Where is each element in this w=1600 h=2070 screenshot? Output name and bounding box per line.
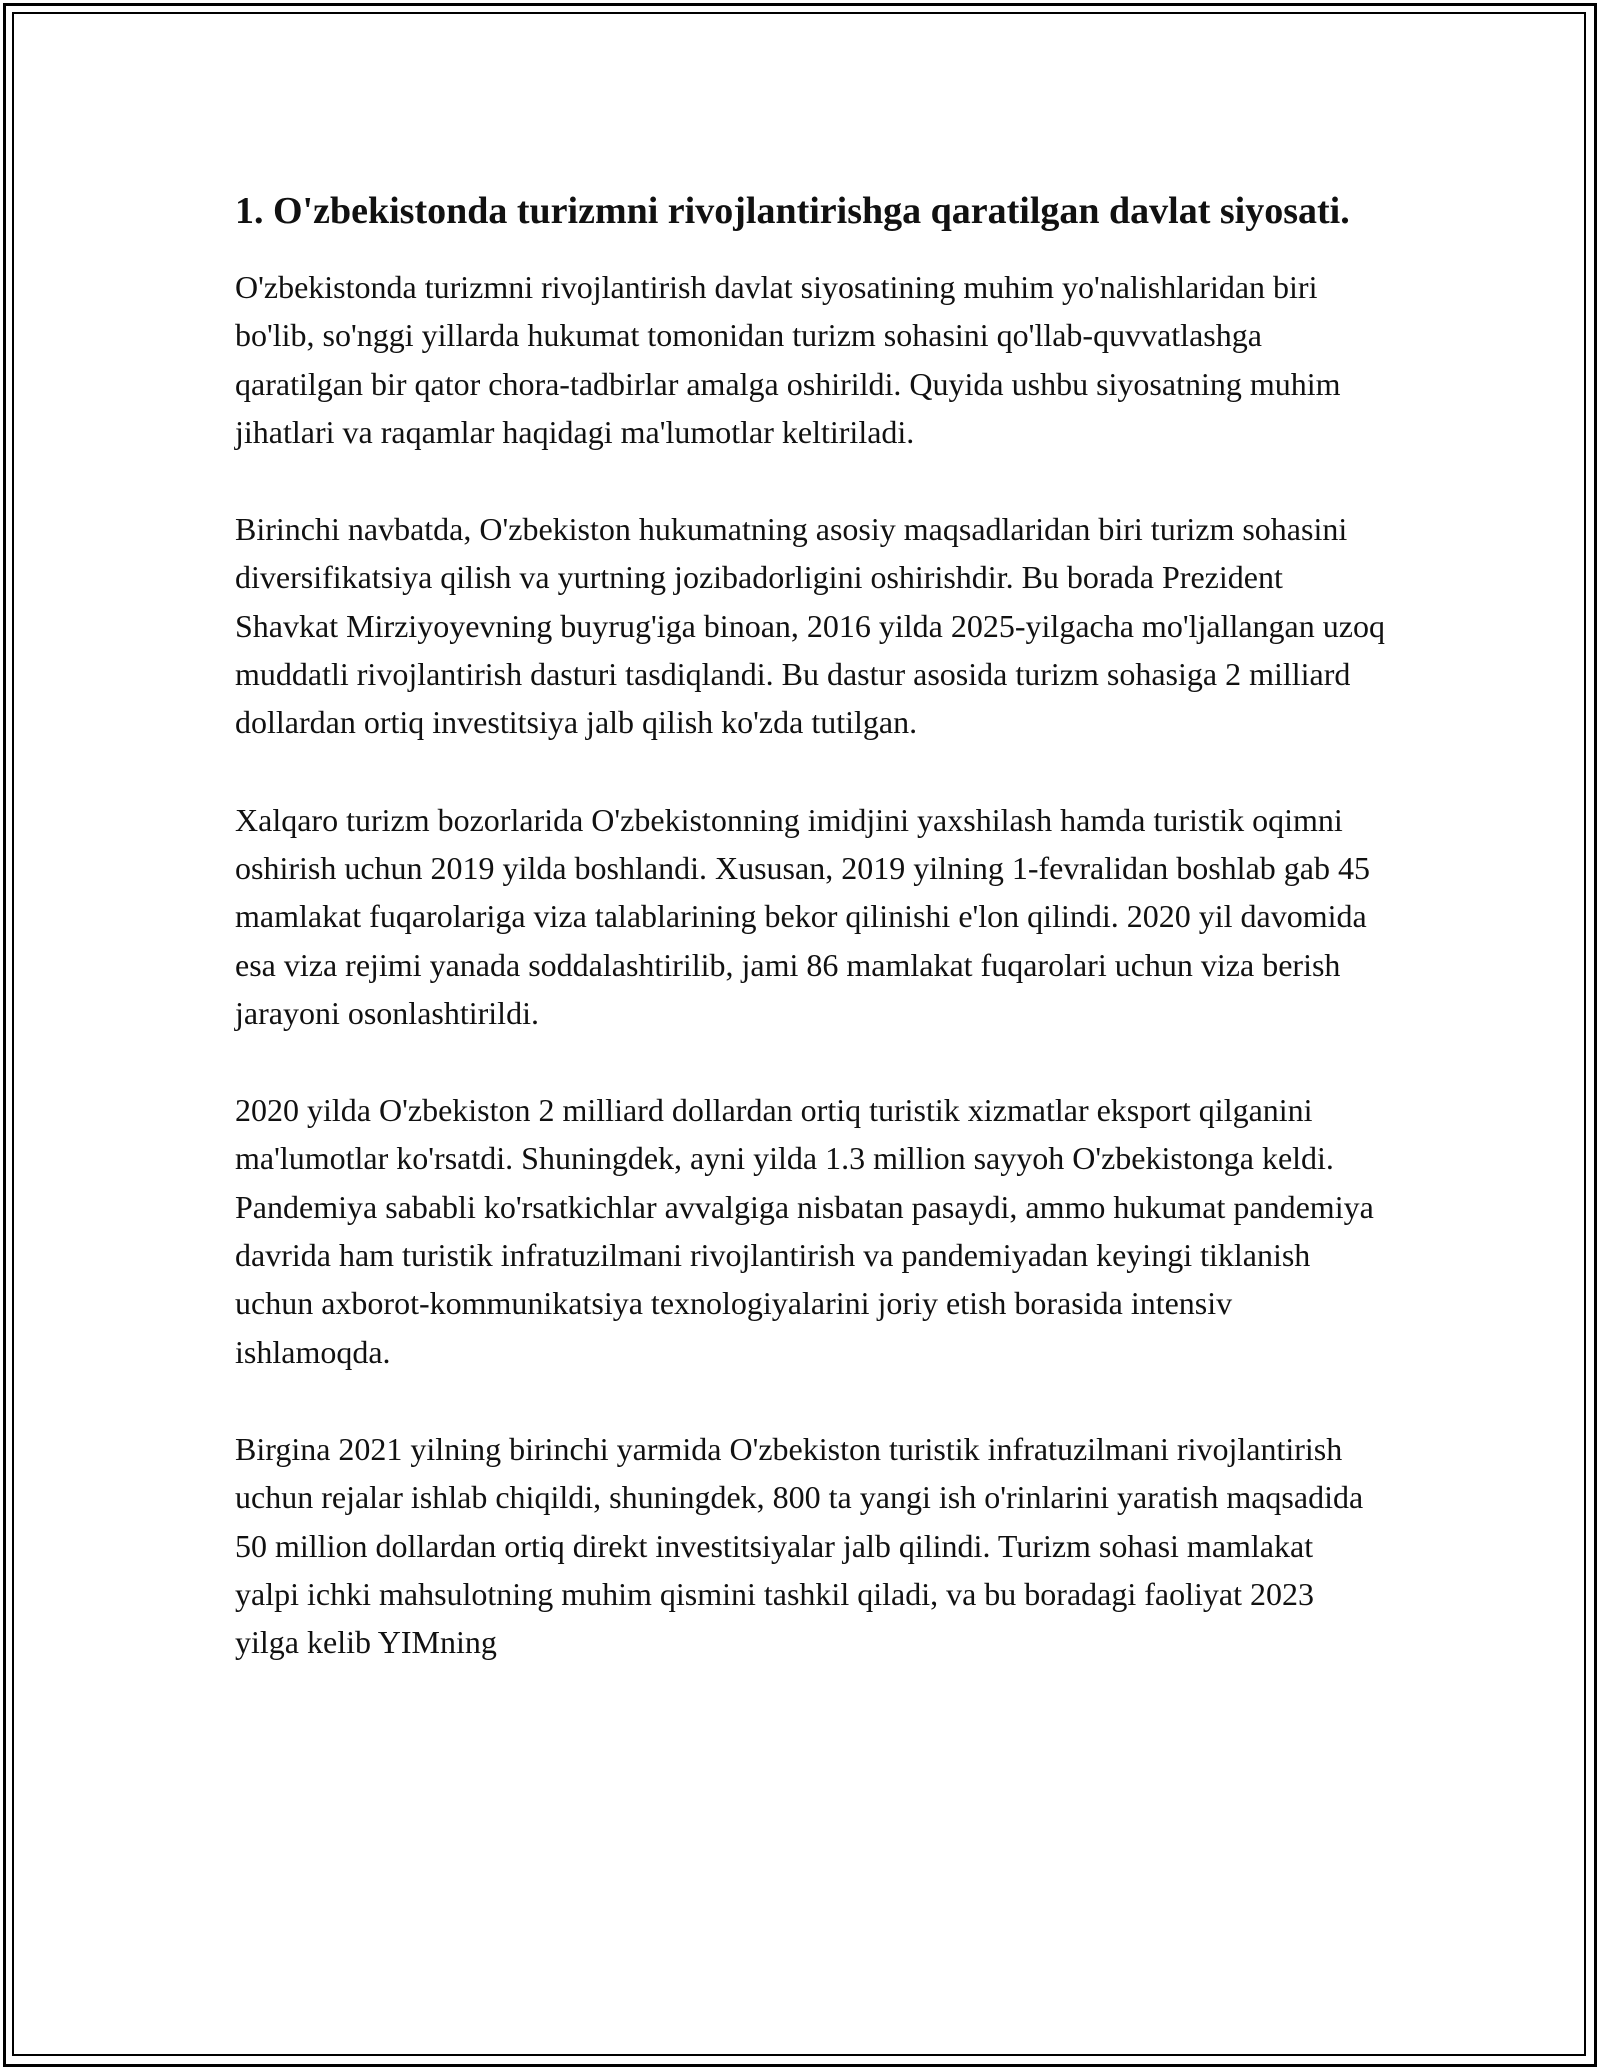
paragraph-visa-policy: Xalqaro turizm bozorlarida O'zbekistonning imidjini yaxshilash hamda turistik oqimni oshirish uchun 2019 yilda boshlandi. Xususan, 2019 yilning 1-fevralidan boshlab gab 45 mamlakat fuqarolariga viza talablarining bekor qilinishi e'lon qilindi. 2020 yil davomida esa viza rejimi yanada soddalashtirilib, jami 86 mamlakat fuqarolari uchun viza berish jarayoni osonlashtirildi. <box>235 801 1370 1031</box>
paragraph-intro: O'zbekistonda turizmni rivojlantirish davlat siyosatining muhim yo'nalishlaridan biri bo'lib, so'nggi yillarda hukumat tomonidan turizm sohasini qo'llab-quvvatlashga qaratilgan bir qator chora-tadbirlar amalga oshirildi. Quyida ushbu siyosatning muhim jihatlari va raqamlar haqidagi ma'lumotlar keltiriladi. <box>235 269 1341 450</box>
paragraph-2021-investments: Birgina 2021 yilning birinchi yarmida O'zbekiston turistik infratuzilmani rivojlantirish uchun rejalar ishlab chiqildi, shuningdek, 800 ta yangi ish o'rinlarini yaratish maqsadida 50 million dollardan ortiq direkt investitsiyalar jalb qilindi. Turizm sohasi mamlakat yalpi ichki mahsulotning muhim qismini tashkil qiladi, va bu boradagi faoliyat 2023 yilga kelib YIMning <box>235 1430 1364 1661</box>
section-heading: 1. O'zbekistonda turizmni rivojlantirishga qaratilgan davlat siyosati. <box>235 190 1350 232</box>
document-body <box>235 185 1385 1715</box>
paragraph-2020-statistics: 2020 yilda O'zbekiston 2 milliard dollardan ortiq turistik xizmatlar eksport qilganini ma'lumotlar ko'rsatdi. Shuningdek, ayni yilda 1.3 million sayyoh O'zbekistonga keldi. Pandemiya sababli ko'rsatkichlar avvalgiga nisbatan pasaydi, ammo hukumat pandemiya davrida ham turistik infratuzilmani rivojlantirish va pandemiyadan keyingi tiklanish uchun axborot-kommunikatsiya texnologiyalarini joriy etish borasida intensiv ishlamoqda. <box>235 1092 1374 1370</box>
paragraph-diversification: Birinchi navbatda, O'zbekiston hukumatning asosiy maqsadlaridan biri turizm sohasini diversifikatsiya qilish va yurtning jozibadorligini oshirishdir. Bu borada Prezident Shavkat Mirziyoyevning buyrug'iga binoan, 2016 yilda 2025-yilgacha mo'ljallangan uzoq muddatli rivojlantirish dasturi tasdiqlandi. Bu dastur asosida turizm sohasiga 2 milliard dollardan ortiq investitsiya jalb qilish ko'zda tutilgan. <box>235 511 1385 741</box>
